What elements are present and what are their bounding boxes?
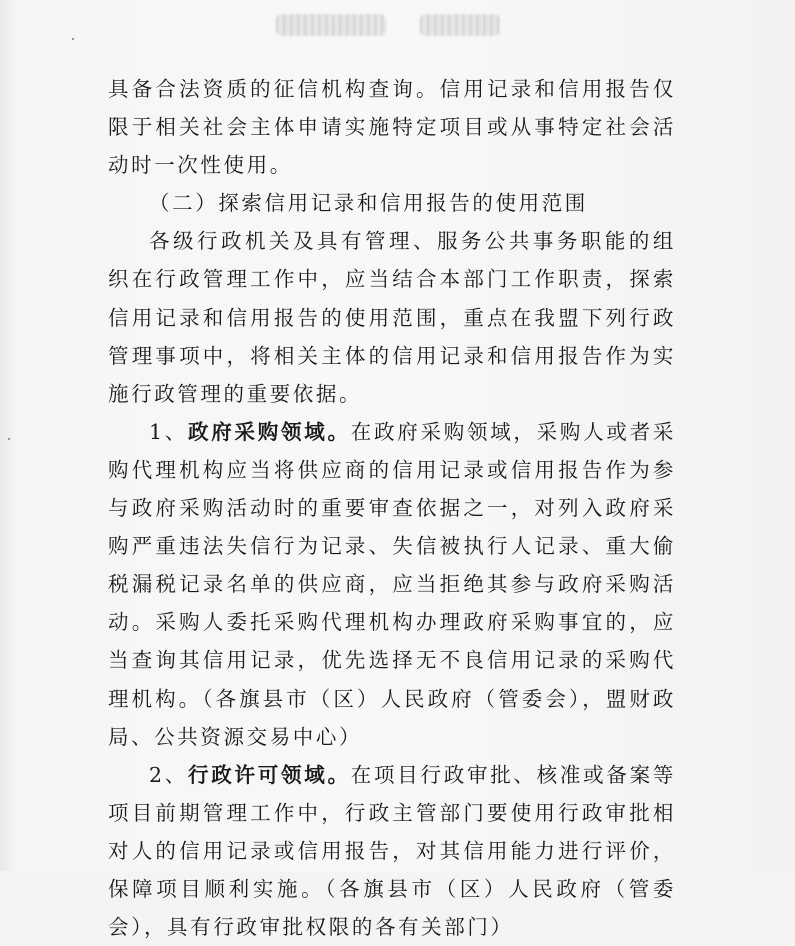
paragraph-continuation: 具备合法资质的征信机构查询。信用记录和信用报告仅限于相关社会主体申请实施特定项目或从事特定社会活动时一次性使用。 [108, 77, 676, 178]
item-title: 行政许可领域。 [188, 762, 351, 787]
item-body: 在项目行政审批、核准或备案等项目前期管理工作中，行政主管部门要使用行政审批相对人的信用记录或信用报告，对其信用能力进行评价，保障项目顺利实施。（各旗县市（区）人民政府（管委会），具有行政审批权限的各有关部门） [108, 762, 676, 940]
section-heading: （二）探索信用记录和信用报告的使用范围 [149, 191, 588, 216]
item-government-procurement [108, 413, 676, 756]
scan-speck [8, 438, 10, 440]
item-number: 1、 [149, 419, 189, 444]
scan-smudge [420, 14, 500, 36]
paragraph-scope: 各级行政机关及具有管理、服务公共事务职能的组织在行政管理工作中，应当结合本部门工作职责，探索信用记录和信用报告的使用范围，重点在我盟下列行政管理事项中，将相关主体的信用记录和信用报告作为实施行政管理的重要依据。 [108, 229, 676, 406]
item-body: 在政府采购领域，采购人或者采购代理机构应当将供应商的信用记录或信用报告作为参与政府采购活动时的重要审查依据之一，对列入政府采购严重违法失信行为记录、失信被执行人记录、重大偷税漏税记录名单的供应商，应当拒绝其参与政府采购活动。采购人委托采购代理机构办理政府采购事宜的，应当查询其信用记录，优先选择无不良信用记录的采购代理机构。（各旗县市（区）人民政府（管委会），盟财政局、公共资源交易中心） [108, 419, 676, 749]
item-title: 政府采购领域。 [188, 419, 351, 444]
document-body [108, 70, 676, 946]
item-administrative-license [108, 756, 676, 946]
scan-speck [72, 38, 74, 40]
item-number: 2、 [149, 762, 189, 787]
scan-smudge [276, 14, 386, 36]
